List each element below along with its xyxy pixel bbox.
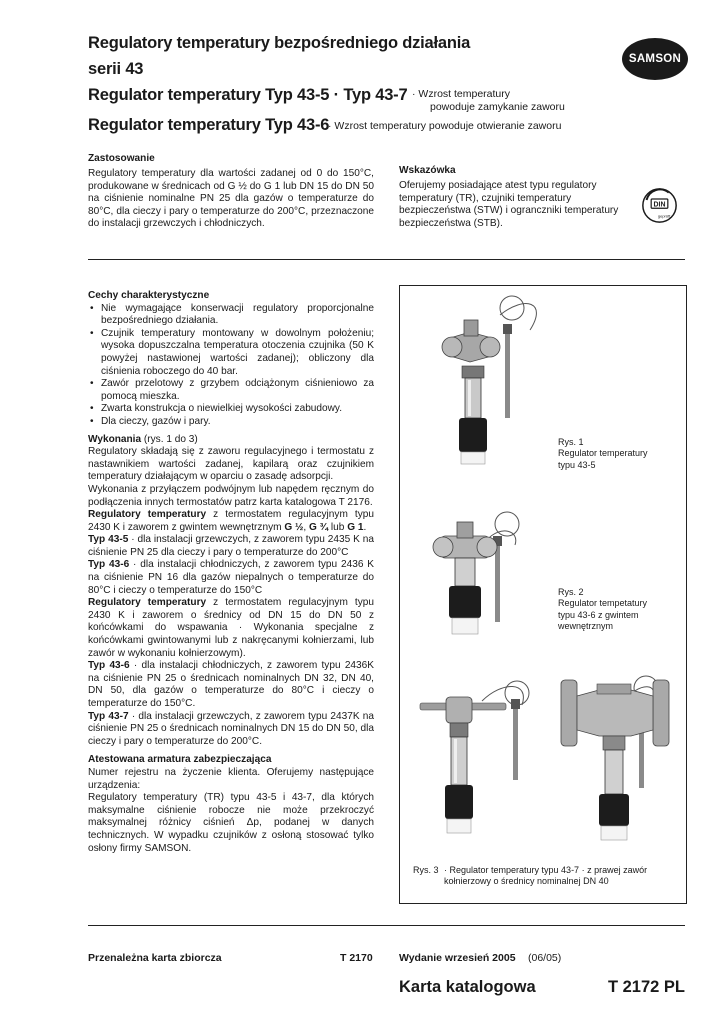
safety-para-2: Regulatory temperatury (TR) typu 43-5 i 43-7, dla których maksymalne ciśnienie robocze nie może przekroczyć maksymalnej różnicy ciśnień Δp, podanej w danych technicznych. W wypadku czujników z osłoną stosować tylko osłony firmy SAMSON. [88,792,374,854]
versions-heading: Wykonania [88,433,142,445]
left-column [88,290,374,855]
figure-2-caption: Rys. 2 Regulator tempetatury typu 43-6 z gwintem wewnętrznym [558,587,648,631]
versions-heading-suffix: (rys. 1 do 3) [141,433,198,445]
type-label: Typ 43-7 [88,710,129,722]
figure-3-caption-label: Rys. 3 [413,865,439,875]
hint-heading: Wskazówka [399,165,456,176]
para-sep: , [303,521,310,533]
page-title-line1: Regulatory temperatury bezpośredniego działania [88,34,471,52]
regulator-43-7-image [412,675,542,850]
para-text: z termostatem regulacyjnym typu 2430 K i zaworem z gwintem wewnętrznym [88,509,374,533]
features-item: • Zwarta konstrukcja o niewielkiej wysokości zabudowy. [88,403,374,416]
regulator-43-5-image [430,290,550,500]
footer-collective-code: T 2170 [340,952,373,964]
page-subtitle-43-5-43-7: Regulator temperatury Typ 43-5 · Typ 43-7 [88,86,408,104]
type-43-6-description-b [88,660,374,710]
type-43-6-description-a [88,559,374,597]
type-text: · dla instalacji grzewczych, z zaworem typu 2437K na ciśnienie PN 25 o średnicach nominalnych DN 15 do DN 50, dla cieczy i pary o temperaturze do 200°C. [88,710,375,747]
application-heading: Zastosowanie [88,153,155,164]
figure-3-caption: · Regulator temperatury typu 43-7 · z prawej zawór kołnierzowy o średnicy nominalnej DN 40 [444,865,648,887]
features-heading: Cechy charakterystyczne [88,290,210,301]
para-text: z termostatem regulacyjnym typu 2430 K i zaworem o średnicy od DN 15 do DN 50 z końcówkami do wspawania · Wykonania specjalne z końcówkami gwintowanymi lub z nakręcanymi kołnierzami, lub zawór w wykonaniu kołnierzowym). [88,597,374,659]
safety-para-1: Numer rejestru na życzenie klienta. Oferujemy następujące urządzenia: [88,766,374,791]
versions-heading-row [88,434,374,447]
subtitle-note-closing-2: powoduje zamykanie zaworu [430,101,565,113]
thread-g-three-quarter: G ¾ [309,521,329,533]
para-mid: lub [328,521,348,533]
type-43-7-description [88,711,374,749]
subtitle-note-opening: · Wzrost temperatury powoduje otwieranie zaworu [328,120,562,132]
application-text: Regulatory temperatury dla wartości zadanej od 0 do 150°C, produkowane w średnicach od G ½ do G 1 lub DN 15 do DN 50 na ciśnienie nominalne PN 25 dla gazów o temperaturze do 80°C, dla cieczy i pary o temperaturze do 200°C, przeznaczone do instalacji grzewczych i chłodniczych. [88,168,374,230]
section-divider-bottom [88,925,685,926]
features-list [88,303,374,429]
type-text: · dla instalacji grzewczych, z zaworem typu 2435 K na ciśnienie PN 25 dla cieczy i pary o temperaturze do 200°C [88,534,374,558]
safety-heading: Atestowana armatura zabezpieczająca [88,754,272,766]
figure-1-caption: Rys. 1 Regulator temperatury typu 43-5 [558,437,648,470]
footer-collective-sheet: Przenależna karta zbiorcza [88,952,222,964]
din-badge-text: DIN [653,201,666,209]
type-text: · dla instalacji chłodniczych, z zaworem typu 2436K na ciśnienie PN 25 o średnicach nominalnych DN 32, DN 40, DN 50, dla gazów o temperaturze do 80°C i cieczy o temperaturze do 150°C. [88,660,375,709]
regulator-43-6-image [425,500,535,650]
type-label: Typ 43-6 [88,660,130,672]
din-certified-icon [641,187,678,224]
footer-sheet-label: Karta katalogowa [399,978,536,996]
section-divider-top [88,259,685,260]
para-end: . [363,521,367,533]
features-item: • Czujnik temperatury montowany w dowolnym położeniu; wysoka dopuszczalna temperatura otoczenia czujnika (50 K powyżej nastawionej wartości zadanej); obliczony dla ciśnienia roboczego do 40 bar. [88,328,374,378]
samson-logo [622,38,688,80]
features-item: • Nie wymagające konserwacji regulatory proporcjonalne bezpośredniego działania. [88,303,374,328]
subtitle-note-closing: · Wzrost temperatury [412,88,511,100]
page-title-line2: serii 43 [88,60,144,78]
logo-text: SAMSON [628,53,682,65]
thread-g-half: G ½ [284,521,304,533]
features-item: • Dla cieczy, gazów i pary. [88,416,374,429]
type-text: · dla instalacji chłodniczych, z zaworem typu 2436 K na ciśnienie PN 16 dla gazów niepalnych o temperaturze do 80°C i cieczy o temperaturze do 150°C [88,559,374,596]
type-43-5-description [88,534,374,559]
versions-para-3 [88,509,374,534]
footer-edition-code: (06/05) [528,952,562,964]
thread-g-one: G 1 [347,521,364,533]
type-label: Typ 43-6 [88,559,130,571]
footer-sheet-code: T 2172 PL [607,978,685,996]
features-item: • Zawór przelotowy z grzybem odciążonym ciśnieniowo za pomocą mieszka. [88,378,374,403]
footer-edition: Wydanie wrzesień 2005 [399,952,516,964]
versions-para-4 [88,597,374,660]
page-subtitle-43-6: Regulator temperatury Typ 43-6 [88,116,330,134]
versions-para-2: Wykonania z przyłączem podwójnym lub napędem ręcznym do podłączenia innych termostatów patrz karta katalogowa T 2176. [88,483,374,508]
para-bold-lead: Regulatory temperatury [88,597,207,609]
din-badge-sub: geprüft [657,213,671,219]
type-label: Typ 43-5 [88,534,129,546]
para-bold-lead: Regulatory temperatury [88,509,207,521]
flanged-valve-dn40-image [553,672,678,852]
hint-text: Oferujemy posiadające atest typu regulatory temperatury (TR), czujniki temperatury bezpieczeństwa (STW) i ogranczniki temperatury bezpieczeństwa (STB). [399,180,619,229]
versions-para-1: Regulatory składają się z zaworu regulacyjnego i termostatu z nastawnikiem wartości zadanej, kapilarą oraz czujnikiem temperatury działającym w oparciu o zasadę adsorpcji. [88,446,374,483]
